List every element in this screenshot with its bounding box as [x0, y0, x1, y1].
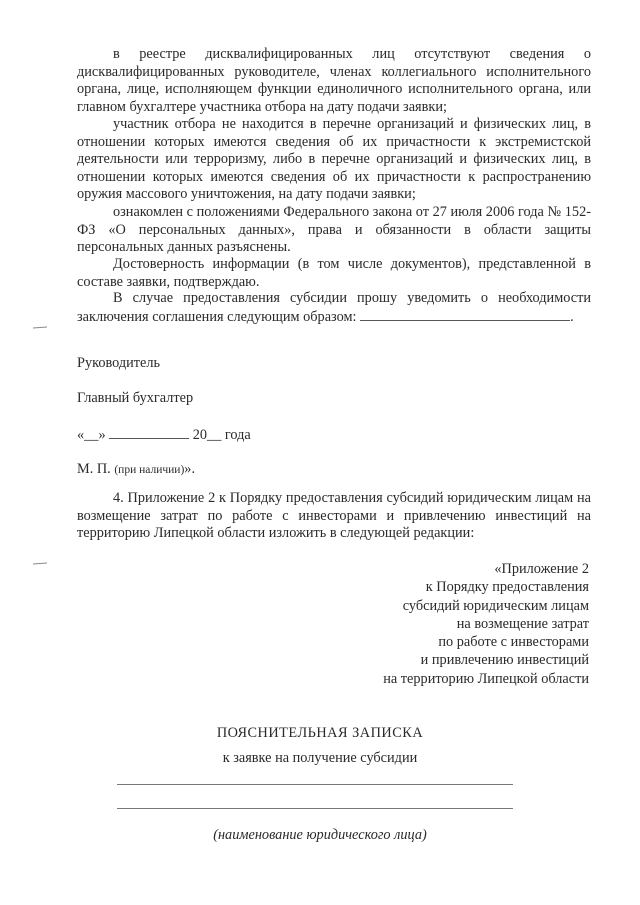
date-year: 20__ года	[192, 427, 251, 443]
appendix-header	[329, 560, 589, 688]
note-title: ПОЯСНИТЕЛЬНАЯ ЗАПИСКА	[216, 725, 424, 741]
appendix-line: к Порядку предоставления	[425, 579, 589, 596]
signature-accountant: Главный бухгалтер	[77, 390, 194, 406]
date-day: «__»	[77, 427, 106, 443]
company-name-blank-2	[117, 808, 513, 809]
signature-date	[77, 426, 251, 445]
paragraph-reliability: Достоверность информации (в том числе документов), представленной в составе заявки, подтверждаю.	[77, 256, 591, 290]
note-subtitle: к заявке на получение субсидии	[222, 750, 418, 766]
paragraph-extremism-list: участник отбора не находится в перечне организаций и физических лиц, в отношении которых имеются сведения об их причастности к экстремистской деятельности или терроризму, либо в перечне организаций и физических лиц, в отношении которых имеются сведения об их причастности к распространению оружия массового уничтожения, на дату подачи заявки;	[77, 116, 591, 202]
paragraph-notification	[77, 290, 591, 326]
appendix-line: по работе с инвесторами	[438, 634, 589, 651]
notification-text: В случае предоставления субсидии прошу уведомить о необходимости заключения соглашения следующим образом:	[77, 290, 591, 325]
company-name-caption: (наименование юридического лица)	[213, 827, 427, 843]
stamp-note: (при наличии)	[114, 464, 185, 476]
company-name-blank-1	[117, 784, 513, 785]
stamp-label: М. П.	[77, 461, 111, 477]
notification-blank	[360, 308, 570, 321]
appendix-line: на территорию Липецкой области	[383, 670, 589, 687]
paragraph-item-4: 4. Приложение 2 к Порядку предоставления субсидий юридическим лицам на возмещение затрат по работе с инвесторами и привлечению инвестиций на территорию Липецкой области изложить в следующей редакции:	[77, 490, 591, 541]
stamp-line	[77, 461, 195, 480]
appendix-line: «Приложение 2	[494, 561, 589, 577]
paragraph-disqualified-registry: в реестре дисквалифицированных лиц отсутствуют сведения о дисквалифицированных руководителе, членах коллегиального исполнительного органа, лице, исполняющем функции единоличного исполнительного органа, или главном бухгалтере участника отбора на дату подачи заявки;	[77, 46, 591, 115]
notification-end: .	[570, 308, 574, 325]
scan-mark	[33, 316, 47, 319]
scan-mark	[33, 552, 47, 555]
appendix-line: субсидий юридическим лицам	[402, 597, 589, 614]
appendix-line: и привлечению инвестиций	[420, 652, 589, 669]
date-month-blank	[109, 426, 189, 439]
stamp-close: ».	[184, 461, 196, 477]
appendix-line: на возмещение затрат	[456, 615, 589, 632]
paragraph-personal-data: ознакомлен с положениями Федерального закона от 27 июля 2006 года № 152-ФЗ «О персональных данных», права и обязанности в области защиты персональных данных разъяснены.	[77, 204, 591, 255]
signature-head: Руководитель	[77, 355, 161, 371]
